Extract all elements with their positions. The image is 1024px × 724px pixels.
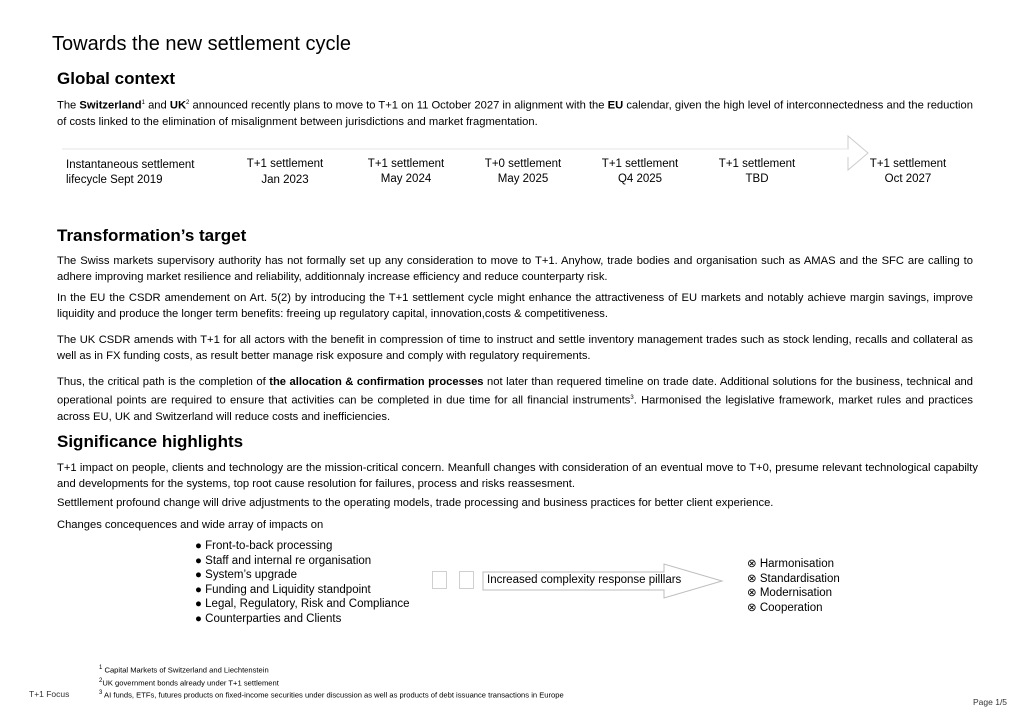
significance-heading: Significance highlights <box>57 432 244 451</box>
footnote: $^1$ Capital Markets of Switzerland and Liechtenstein <box>99 665 269 675</box>
footnote: $^3$ AI funds, ETFs, futures products on fixed-income securities under discussion as well as products of debt issuance transactions in Europe <box>99 690 564 700</box>
list-item: ● Staff and internal re organisation <box>195 554 435 569</box>
global-context-paragraph: The Switzerland$^1$ and $UK^2$ announced recently plans to move to T+1 on 11 October 2027 in alignment with the EU calendar, given the high level of interconnectedness and the reduction of costs linked to the elimination of misalignment between jurisdictions and market fragmentation. <box>57 99 973 128</box>
timeline-item-2025-q4: T+1 settlement Q4 2025 <box>601 158 679 185</box>
timeline-item-2025-may: T+0 settlement May 2025 <box>484 158 562 185</box>
significance-paragraph-1: T+1 impact on people, clients and technology are the mission-critical concern. Meanfull changes with consideration of an eventual move to T+0, presume relevant technological capabilty and developments for the systems, top root cause resolution for failures, process and risks reassesment. <box>57 462 978 490</box>
response-arrow-label: Increased complexity response pilllars <box>487 574 682 586</box>
global-context-heading: Global context <box>57 69 176 88</box>
footnotes <box>99 663 799 701</box>
significance-paragraph-2: Settllement profound change will drive adjustments to the operating models, trade processing and business practices for better client experience. <box>57 497 774 509</box>
page-number: Page 1/5 <box>973 697 1008 707</box>
transformation-paragraph-3: The UK CSDR amends with T+1 for all actors with the benefit in compression of time to instruct and settle inventory management trades such as stock lending, recalls and collateral as well as in FX funding costs, as result better manage risk exposure and comply with regulatory requirements. <box>57 334 973 362</box>
list-item: ● Front-to-back processing <box>195 539 435 554</box>
page-title: Towards the new settlement cycle <box>52 33 352 55</box>
list-item: ● System’s upgrade <box>195 568 435 583</box>
timeline-item-2024: T+1 settlement May 2024 <box>367 158 445 185</box>
list-item: ⊗ Cooperation <box>747 601 897 616</box>
list-item: ⊗ Standardisation <box>747 572 897 587</box>
list-item: ● Counterparties and Clients <box>195 612 435 627</box>
list-item: ● Funding and Liquidity standpoint <box>195 583 435 598</box>
transformation-paragraph-4: Thus, the critical path is the completion of the allocation & confirmation processes not later than requered timeline on trade date. Additional solutions for the business, technical and operational points are required to ensure that activities can be completed in due time for all financial instruments$^3$. Harmonised the legislative framework, market rules and practices across EU, UK and Switzerland will reduce costs and inefficiencies. <box>57 376 973 423</box>
placeholder-box <box>432 571 447 589</box>
list-item: ⊗ Harmonisation <box>747 557 897 572</box>
timeline-item-2019: Instantaneous settlement lifecycle Sept 2019 <box>66 159 195 186</box>
transformation-paragraph-2: In the EU the CSDR amendement on Art. 5(2) by introducing the T+1 settlement cycle might enhance the attractiveness of EU markets and notably achieve margin savings, improve liquidity and produce the longer term benefits: freeing up regulatory capital, innovation,costs & competitiveness. <box>57 292 973 320</box>
transformation-paragraph-1: The Swiss markets supervisory authority has not formally set up any consideration to move to T+1. Anyhow, trade bodies and organisation such as AMAS and the SFC are calling to adhere improving market resilience and reliability, additionnaly increase efficiency and reduce counterparty risk. <box>57 255 973 283</box>
transformation-heading: Transformation’s target <box>57 226 247 245</box>
impacts-list <box>195 539 435 627</box>
footer-label: T+1 Focus <box>29 689 70 699</box>
timeline-item-2027: T+1 settlement Oct 2027 <box>869 158 947 185</box>
significance-paragraph-3: Changes concequences and wide array of impacts on <box>57 519 324 531</box>
footnote: $^2$UK government bonds already under T+1 settlement <box>99 677 279 688</box>
timeline-item-tbd: T+1 settlement TBD <box>718 158 796 185</box>
list-item: ● Legal, Regulatory, Risk and Compliance <box>195 597 435 612</box>
timeline-item-2023: T+1 settlement Jan 2023 <box>246 158 324 186</box>
list-item: ⊗ Modernisation <box>747 586 897 601</box>
pillars-list <box>747 557 897 615</box>
placeholder-box <box>459 571 474 589</box>
